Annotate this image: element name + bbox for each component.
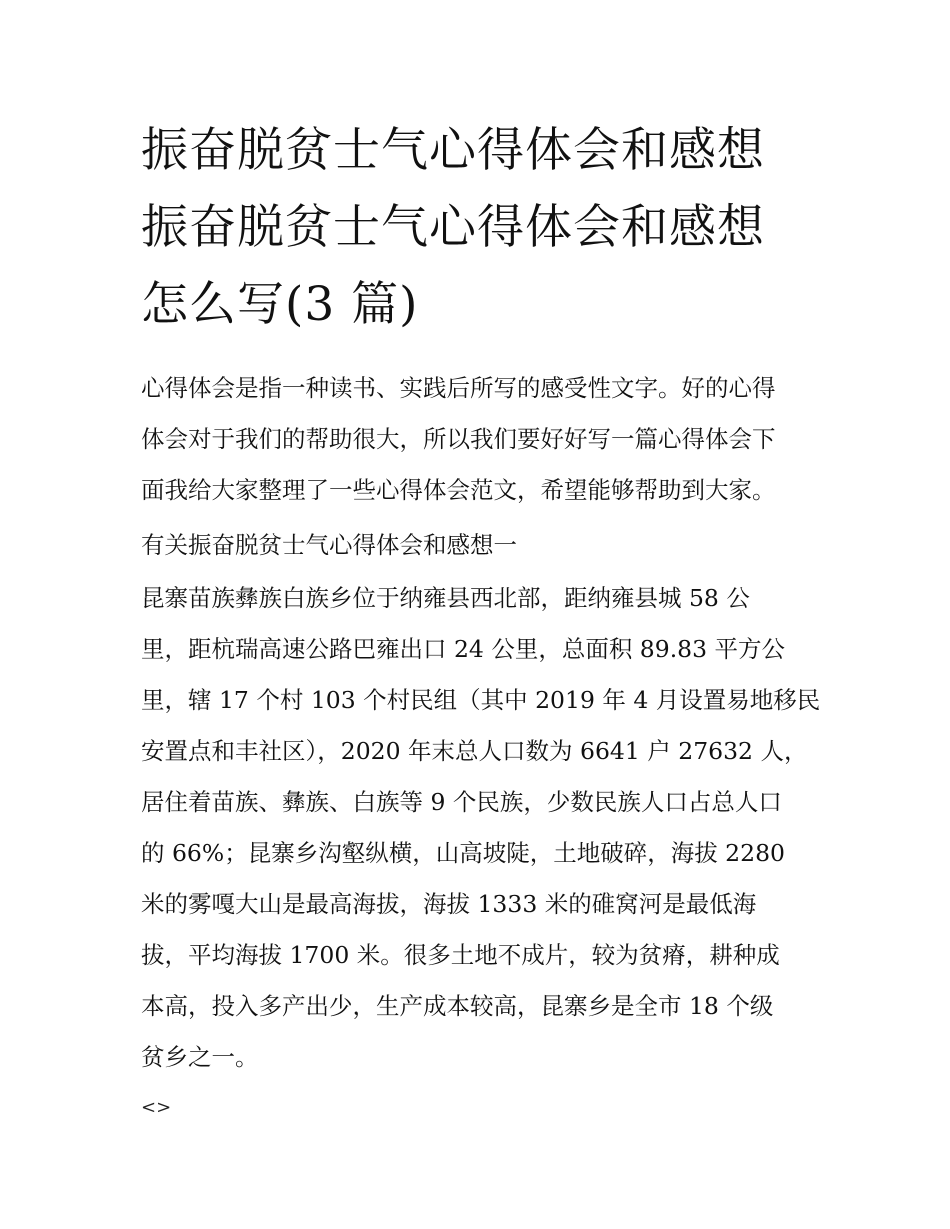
body-line: 里，距杭瑞高速公路巴雍出口 24 公里，总面积 89.83 平方公 [141, 635, 786, 663]
body-line: 拔，平均海拔 1700 米。很多土地不成片，较为贫瘠，耕种成 [141, 941, 780, 969]
body-line: 的 66%；昆寨乡沟壑纵横，山高坡陡，土地破碎，海拔 2280 [141, 839, 785, 867]
document-title [141, 112, 821, 343]
document-page [141, 112, 821, 1123]
section-heading-text: 有关振奋脱贫士气心得体会和感想一 [141, 531, 517, 559]
body-paragraph [141, 573, 821, 1083]
body-line: 本高，投入多产出少，生产成本较高，昆寨乡是全市 18 个级 [141, 992, 774, 1020]
document-body [141, 363, 821, 1123]
body-line: 里，辖 17 个村 103 个村民组（其中 2019 年 4 月设置易地移民 [141, 686, 821, 714]
body-line: 昆寨苗族彝族白族乡位于纳雍县西北部，距纳雍县城 58 公 [141, 584, 750, 612]
section-heading [141, 520, 821, 571]
intro-paragraph [141, 363, 821, 516]
body-line: 居住着苗族、彝族、白族等 9 个民族，少数民族人口占总人口 [141, 788, 782, 816]
intro-line: 面我给大家整理了一些心得体会范文，希望能够帮助到大家。 [141, 476, 776, 504]
intro-line: 心得体会是指一种读书、实践后所写的感受性文字。好的心得 [141, 374, 776, 402]
title-line: 振奋脱贫士气心得体会和感想 [141, 123, 765, 178]
body-line: 安置点和丰社区），2020 年末总人口数为 6641 户 27632 人， [141, 737, 808, 765]
page-nav-marker[interactable]: <> [141, 1097, 172, 1118]
intro-line: 体会对于我们的帮助很大，所以我们要好好写一篇心得体会下 [141, 425, 776, 453]
title-line: 振奋脱贫士气心得体会和感想 [141, 200, 765, 255]
body-line: 米的雾嘎大山是最高海拔，海拔 1333 米的碓窝河是最低海 [141, 890, 757, 918]
body-line: 贫乡之一。 [141, 1043, 259, 1071]
title-line: 怎么写(3 篇) [141, 277, 419, 332]
